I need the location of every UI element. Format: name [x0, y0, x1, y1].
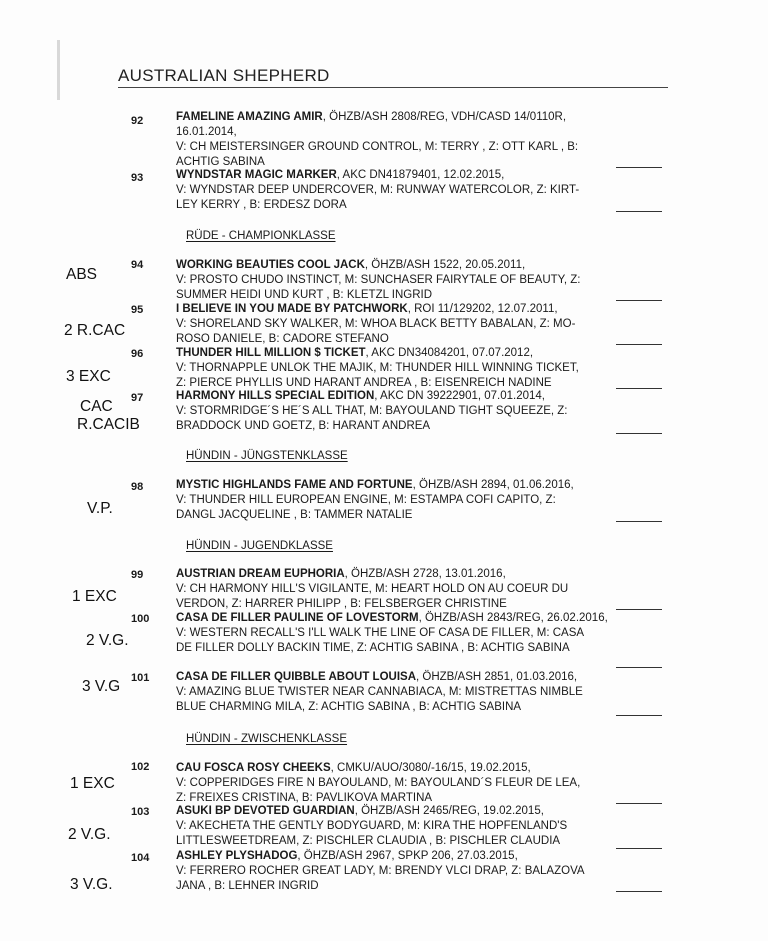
entry-text — [176, 258, 612, 303]
result-line — [616, 803, 662, 804]
dog-registration: , ÖHZB/ASH 2465/REG, 19.02.2015, — [354, 805, 544, 817]
dog-registration: , ÖHZB/ASH 2967, SPKP 206, 27.03.2015, — [297, 850, 518, 862]
dog-breeder-owner: LITTLESWEETDREAM, Z: PISCHLER CLAUDIA , B: PISCHLER CLAUDIA — [176, 835, 561, 847]
result-103: 2 V.G. — [68, 826, 111, 843]
result-line — [616, 344, 662, 345]
dog-name: HARMONY HILLS SPECIAL EDITION — [176, 390, 375, 402]
dog-parents: V: THORNAPPLE UNLOK THE MAJIK, M: THUNDER HILL WINNING TICKET, — [176, 362, 579, 374]
title-underline — [118, 87, 668, 88]
result-100: 2 V.G. — [86, 632, 129, 649]
dog-parents: V: AKECHETA THE GENTLY BODYGUARD, M: KIRA THE HOPFENLAND'S — [176, 820, 568, 832]
entry-number: 93 — [131, 172, 144, 184]
entry-number: 94 — [131, 259, 144, 271]
result-102: 1 EXC — [70, 775, 115, 792]
dog-parents: V: SHORELAND SKY WALKER, M: WHOA BLACK BETTY BABALAN, Z: MO- — [176, 318, 576, 330]
scan-edge-mark — [57, 40, 60, 100]
result-95: 2 R.CAC — [64, 322, 126, 339]
dog-parents: V: COPPERIDGES FIRE N BAYOULAND, M: BAYOULAND´S FLEUR DE LEA, — [176, 777, 581, 789]
dog-name: ASUKI BP DEVOTED GUARDIAN — [176, 805, 355, 817]
result-line — [616, 609, 662, 610]
dog-name: MYSTIC HIGHLANDS FAME AND FORTUNE — [176, 479, 413, 491]
dog-registration: , ÖHZB/ASH 2851, 01.03.2016, — [416, 671, 578, 683]
entry-text — [176, 804, 612, 849]
result-line — [616, 891, 662, 892]
dog-name: ASHLEY PLYSHADOG — [176, 850, 298, 862]
dog-breeder-owner: Z: FREIXES CRISTINA, B: PAVLIKOVA MARTINA — [176, 792, 433, 804]
result-line — [616, 433, 662, 434]
entry-text — [176, 110, 612, 170]
entry-text — [176, 478, 612, 523]
entry-number: 95 — [131, 304, 144, 316]
result-line — [616, 388, 662, 389]
dog-parents: V: CH MEISTERSINGER GROUND CONTROL, M: TERRY , Z: OTT KARL , B: — [176, 141, 579, 153]
dog-parents: V: FERRERO ROCHER GREAT LADY, M: BRENDY VLCI DRAP, Z: BALAZOVA — [176, 865, 585, 877]
entry-text — [176, 389, 612, 434]
dog-registration: , ÖHZB/ASH 2728, 13.01.2016, — [344, 568, 506, 580]
dog-breeder-owner: VERDON, Z: HARRER PHILIPP , B: FELSBERGER CHRISTINE — [176, 598, 507, 610]
section-heading: HÜNDIN - ZWISCHENKLASSE — [186, 733, 348, 745]
dog-name: CASA DE FILLER PAULINE OF LOVESTORM — [176, 612, 419, 624]
entry-number: 102 — [131, 761, 150, 773]
entry-number: 92 — [131, 115, 144, 127]
dog-parents: V: WYNDSTAR DEEP UNDERCOVER, M: RUNWAY WATERCOLOR, Z: KIRT- — [176, 184, 580, 196]
dog-name: WYNDSTAR MAGIC MARKER — [176, 169, 337, 181]
section-heading: RÜDE - CHAMPIONKLASSE — [186, 230, 336, 242]
entry-text — [176, 302, 612, 347]
entry-text — [176, 611, 612, 656]
dog-parents: V: CH HARMONY HILL'S VIGILANTE, M: HEART HOLD ON AU COEUR DU — [176, 583, 569, 595]
result-line — [616, 300, 662, 301]
result-line — [616, 667, 662, 668]
entry-text — [176, 761, 612, 806]
dog-breeder-owner: BRADDOCK UND GOETZ, B: HARANT ANDREA — [176, 420, 431, 432]
page-title: AUSTRALIAN SHEPHERD — [118, 66, 330, 85]
dog-registration: , AKC DN41879401, 12.02.2015, — [336, 169, 505, 181]
entry-number: 97 — [131, 392, 144, 404]
entry-number: 103 — [131, 806, 150, 818]
dog-breeder-owner: ROSO DANIELE, B: CADORE STEFANO — [176, 333, 389, 345]
dog-registration: , ROI 11/129202, 12.07.2011, — [407, 303, 558, 315]
section-heading: HÜNDIN - JUGENDKLASSE — [186, 540, 333, 552]
dog-breeder-owner: ACHTIG SABINA — [176, 156, 265, 168]
dog-registration: , AKC DN 39222901, 07.01.2014, — [374, 390, 546, 402]
result-98: V.P. — [87, 500, 113, 517]
dog-parents: V: THUNDER HILL EUROPEAN ENGINE, M: ESTAMPA COFI CAPITO, Z: — [176, 494, 556, 506]
dog-breeder-owner: DE FILLER DOLLY BACKIN TIME, Z: ACHTIG SABINA , B: ACHTIG SABINA — [176, 642, 570, 654]
dog-registration: , ÖHZB/ASH 2843/REG, 26.02.2016, — [418, 612, 608, 624]
dog-breeder-owner: BLUE CHARMING MILA, Z: ACHTIG SABINA , B: ACHTIG SABINA — [176, 701, 522, 713]
dog-breeder-owner: LEY KERRY , B: ERDESZ DORA — [176, 199, 347, 211]
dog-name: CASA DE FILLER QUIBBLE ABOUT LOUISA — [176, 671, 417, 683]
entry-text — [176, 849, 612, 894]
dog-name: CAU FOSCA ROSY CHEEKS — [176, 762, 331, 774]
result-line — [616, 521, 662, 522]
result-97-rcacib: R.CACIB — [77, 416, 140, 433]
entry-number: 98 — [131, 481, 144, 493]
entry-number: 101 — [131, 672, 150, 684]
dog-name: WORKING BEAUTIES COOL JACK — [176, 259, 365, 271]
dog-registration: , ÖHZB/ASH 2894, 01.06.2016, — [412, 479, 574, 491]
dog-breeder-owner: DANGL JACQUELINE , B: TAMMER NATALIE — [176, 509, 413, 521]
dog-name: THUNDER HILL MILLION $ TICKET — [176, 347, 366, 359]
entry-number: 99 — [131, 569, 144, 581]
entry-number: 96 — [131, 348, 144, 360]
result-line — [616, 211, 662, 212]
result-94: ABS — [66, 266, 98, 283]
dog-breeder-owner: SUMMER HEIDI UND KURT , B: KLETZL INGRID — [176, 289, 433, 301]
dog-registration: , ÖHZB/ASH 1522, 20.05.2011, — [364, 259, 526, 271]
result-104: 3 V.G. — [70, 876, 113, 893]
dog-name: AUSTRIAN DREAM EUPHORIA — [176, 568, 345, 580]
dog-name: I BELIEVE IN YOU MADE BY PATCHWORK — [176, 303, 408, 315]
result-101: 3 V.G — [82, 678, 121, 695]
result-line — [616, 715, 662, 716]
dog-breeder-owner: Z: PIERCE PHYLLIS UND HARANT ANDREA , B: EISENREICH NADINE — [176, 377, 552, 389]
result-line — [616, 848, 662, 849]
entry-text — [176, 346, 612, 391]
dog-name: FAMELINE AMAZING AMIR — [176, 111, 323, 123]
dog-registration: , ÖHZB/ASH 2808/REG, VDH/CASD 14/0110R, 16.01.2014, — [176, 111, 567, 138]
entry-text — [176, 670, 612, 715]
result-99: 1 EXC — [72, 588, 117, 605]
entry-number: 100 — [131, 613, 150, 625]
result-line — [616, 167, 662, 168]
dog-parents: V: PROSTO CHUDO INSTINCT, M: SUNCHASER FAIRYTALE OF BEAUTY, Z: — [176, 274, 581, 286]
result-96: 3 EXC — [66, 368, 111, 385]
entry-number: 104 — [131, 852, 150, 864]
entry-text — [176, 168, 612, 213]
dog-registration: , AKC DN34084201, 07.07.2012, — [365, 347, 534, 359]
result-97-cac: CAC — [80, 398, 113, 415]
dog-breeder-owner: JANA , B: LEHNER INGRID — [176, 880, 319, 892]
dog-registration: , CMKU/AUO/3080/-16/15, 19.02.2015, — [330, 762, 531, 774]
section-heading: HÜNDIN - JÜNGSTENKLASSE — [186, 450, 348, 462]
dog-parents: V: STORMRIDGE´S HE´S ALL THAT, M: BAYOULAND TIGHT SQUEEZE, Z: — [176, 405, 568, 417]
dog-parents: V: AMAZING BLUE TWISTER NEAR CANNABIACA, M: MISTRETTAS NIMBLE — [176, 686, 583, 698]
entry-text — [176, 567, 612, 612]
dog-parents: V: WESTERN RECALL'S I'LL WALK THE LINE OF CASA DE FILLER, M: CASA — [176, 627, 585, 639]
